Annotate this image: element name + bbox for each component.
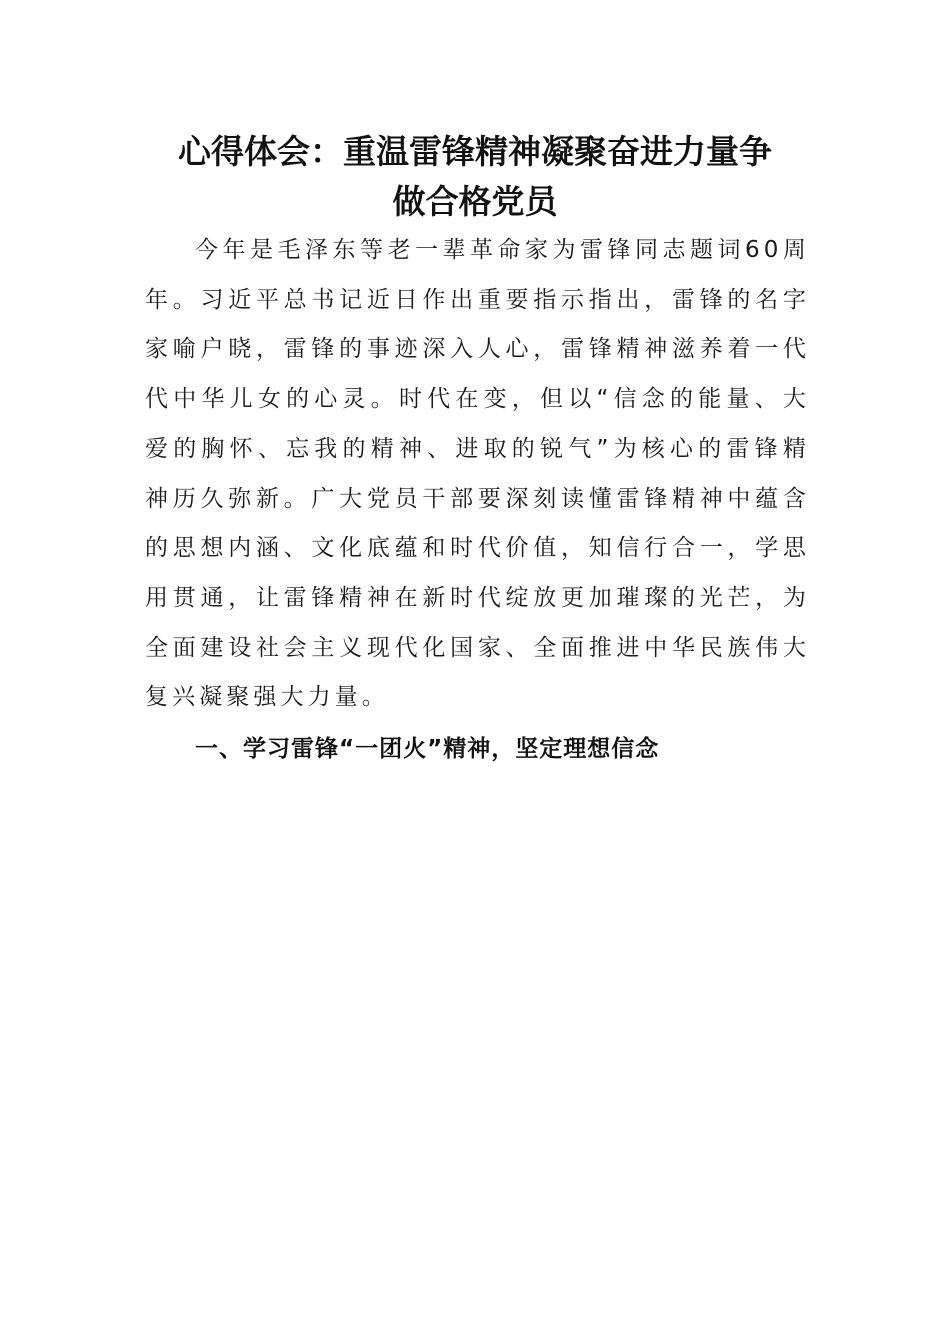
document-title-line-1: 心得体会：重温雷锋精神凝聚奋进力量争 bbox=[178, 132, 772, 171]
section-heading: 一、学习雷锋“一团火”精神，坚定理想信念 bbox=[195, 736, 660, 762]
document-title-line-2: 做合格党员 bbox=[392, 182, 558, 221]
body-paragraph: 今年是毛泽东等老一辈革命家为雷锋同志题词60周年。习近平总书记近日作出重要指示指出，雷锋的名字家喻户晓，雷锋的事迹深入人心，雷锋精神滋养着一代代中华儿女的心灵。时代在变，但以“信念的能量、大爱的胸怀、忘我的精神、进取的锐气”为核心的雷锋精神历久弥新。广大党员干部要深刻读懂雷锋精神中蕴含的思想内涵、文化底蕴和时代价值，知信行合一，学思用贯通，让雷锋精神在新时代绽放更加璀璨的光芒，为全面建设社会主义现代化国家、全面推进中华民族伟大复兴凝聚强大力量。 bbox=[145, 237, 810, 711]
